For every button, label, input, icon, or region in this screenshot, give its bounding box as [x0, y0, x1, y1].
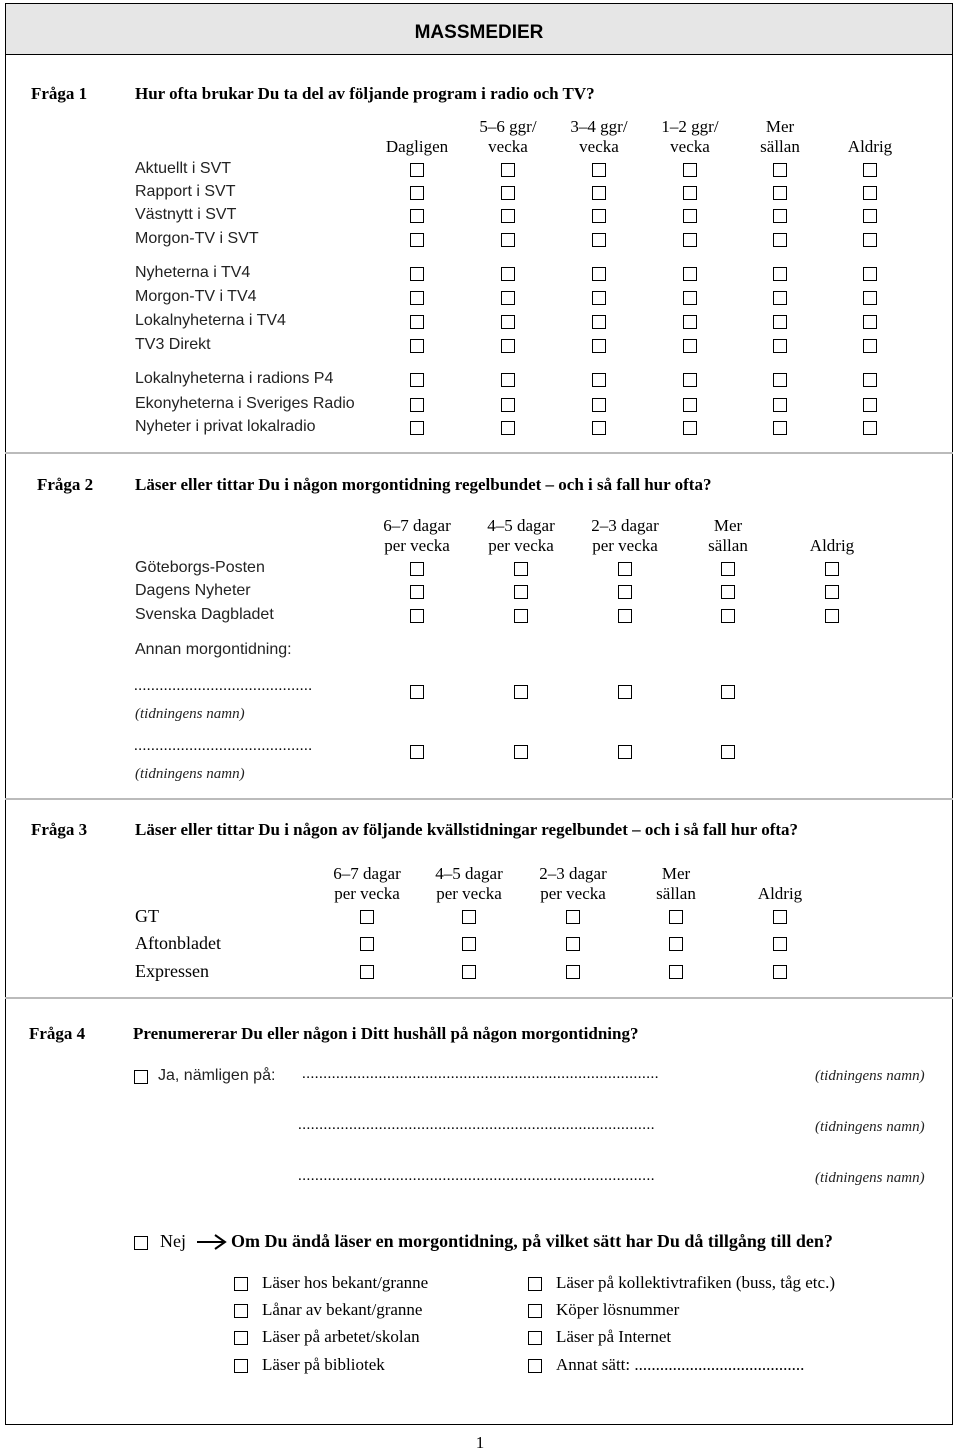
frequency-checkbox[interactable] — [863, 315, 877, 329]
option-checkbox[interactable] — [528, 1304, 542, 1318]
frequency-checkbox[interactable] — [683, 339, 697, 353]
frequency-checkbox[interactable] — [410, 163, 424, 177]
frequency-checkbox[interactable] — [501, 267, 515, 281]
q2-text: Läser eller tittar Du i någon morgontidning regelbundet – och i så fall hur ofta? — [135, 475, 712, 494]
frequency-checkbox[interactable] — [773, 267, 787, 281]
frequency-checkbox[interactable] — [773, 186, 787, 200]
frequency-checkbox[interactable] — [592, 233, 606, 247]
option-label: Läser på kollektivtrafiken (buss, tåg etc.) — [556, 1273, 835, 1292]
frequency-checkbox[interactable] — [501, 233, 515, 247]
frequency-checkbox[interactable] — [501, 291, 515, 305]
frequency-checkbox[interactable] — [669, 965, 683, 979]
frequency-checkbox[interactable] — [410, 562, 424, 576]
frequency-checkbox[interactable] — [410, 315, 424, 329]
frequency-checkbox[interactable] — [566, 910, 580, 924]
frequency-checkbox[interactable] — [773, 163, 787, 177]
q1-number: Fråga 1 — [31, 84, 88, 103]
frequency-checkbox[interactable] — [501, 209, 515, 223]
frequency-checkbox[interactable] — [773, 315, 787, 329]
row-label: TV3 Direkt — [135, 336, 211, 353]
column-header-line2: per vecka — [436, 884, 502, 903]
option-label: Läser på Internet — [556, 1327, 672, 1346]
option-checkbox[interactable] — [234, 1359, 248, 1373]
option-label: Läser på arbetet/skolan — [262, 1327, 420, 1346]
option-checkbox[interactable] — [234, 1304, 248, 1318]
option-label: Läser hos bekant/granne — [262, 1273, 429, 1292]
q1-text: Hur ofta brukar Du ta del av följande program i radio och TV? — [135, 84, 595, 103]
frequency-checkbox[interactable] — [863, 291, 877, 305]
column-header-line1: 5–6 ggr/ — [479, 117, 537, 136]
frequency-checkbox[interactable] — [669, 910, 683, 924]
frequency-checkbox[interactable] — [410, 209, 424, 223]
row-label: Västnytt i SVT — [135, 206, 237, 223]
frequency-checkbox[interactable] — [683, 186, 697, 200]
column-header — [570, 516, 680, 556]
frequency-checkbox[interactable] — [592, 421, 606, 435]
frequency-checkbox[interactable] — [410, 267, 424, 281]
row-label: Göteborgs-Posten — [135, 559, 265, 576]
column-header — [466, 516, 576, 556]
q2-number: Fråga 2 — [37, 475, 94, 494]
newspaper-name-field[interactable]: .......................................... — [134, 738, 313, 754]
frequency-checkbox[interactable] — [773, 291, 787, 305]
column-header-line1: Mer — [765, 117, 795, 136]
yes-label: Ja, nämligen på: — [158, 1067, 276, 1084]
row-label: Morgon-TV i SVT — [135, 230, 259, 247]
other-label: Annan morgontidning: — [135, 641, 292, 658]
frequency-checkbox[interactable] — [410, 745, 424, 759]
frequency-checkbox[interactable] — [592, 315, 606, 329]
column-header-line2: sällan — [760, 137, 800, 156]
column-header-line1: 2–3 dagar — [539, 864, 607, 883]
frequency-checkbox[interactable] — [773, 965, 787, 979]
column-header-line2: Aldrig — [809, 536, 855, 555]
column-header-line2: Aldrig — [757, 884, 803, 903]
frequency-checkbox[interactable] — [863, 186, 877, 200]
frequency-checkbox[interactable] — [592, 267, 606, 281]
frequency-checkbox[interactable] — [514, 745, 528, 759]
frequency-checkbox[interactable] — [683, 233, 697, 247]
column-header-line2: sällan — [708, 536, 748, 555]
frequency-checkbox[interactable] — [683, 398, 697, 412]
q3-text: Läser eller tittar Du i någon av följande kvällstidningar regelbundet – och i så fall hur ofta? — [135, 820, 799, 839]
column-header-line1: 6–7 dagar — [383, 516, 451, 535]
frequency-checkbox[interactable] — [721, 745, 735, 759]
q3-number: Fråga 3 — [31, 820, 88, 839]
frequency-checkbox[interactable] — [683, 421, 697, 435]
newspaper-name-field[interactable]: .................................................................................... — [298, 1117, 655, 1133]
row-label: Morgon-TV i TV4 — [135, 288, 257, 305]
frequency-checkbox[interactable] — [773, 937, 787, 951]
frequency-checkbox[interactable] — [501, 421, 515, 435]
column-header-line1: 4–5 dagar — [435, 864, 503, 883]
no-label: Nej — [160, 1231, 186, 1251]
frequency-checkbox[interactable] — [618, 562, 632, 576]
frequency-checkbox[interactable] — [721, 562, 735, 576]
column-header-line2: sällan — [656, 884, 696, 903]
frequency-checkbox[interactable] — [360, 910, 374, 924]
frequency-checkbox[interactable] — [773, 233, 787, 247]
column-header-line2: Dagligen — [385, 137, 449, 156]
frequency-checkbox[interactable] — [773, 373, 787, 387]
frequency-checkbox[interactable] — [566, 965, 580, 979]
row-label: Aktuellt i SVT — [135, 160, 232, 177]
frequency-checkbox[interactable] — [410, 421, 424, 435]
column-header — [815, 117, 925, 157]
row-label: Dagens Nyheter — [135, 582, 251, 599]
option-label: Läser på bibliotek — [262, 1355, 385, 1374]
column-header-line2: vecka — [579, 137, 619, 156]
frequency-checkbox[interactable] — [501, 315, 515, 329]
frequency-checkbox[interactable] — [592, 163, 606, 177]
column-header-line2: per vecka — [334, 884, 400, 903]
frequency-checkbox[interactable] — [410, 609, 424, 623]
yes-checkbox[interactable] — [134, 1070, 148, 1084]
column-header-line2: vecka — [488, 137, 528, 156]
frequency-checkbox[interactable] — [501, 163, 515, 177]
column-header — [777, 516, 887, 556]
frequency-checkbox[interactable] — [721, 609, 735, 623]
frequency-checkbox[interactable] — [863, 163, 877, 177]
divider — [5, 452, 953, 454]
column-header — [725, 864, 835, 904]
frequency-checkbox[interactable] — [773, 339, 787, 353]
column-header-line1: 1–2 ggr/ — [661, 117, 719, 136]
newspaper-name-field[interactable]: .................................................................................... — [302, 1066, 659, 1082]
frequency-checkbox[interactable] — [410, 398, 424, 412]
frequency-checkbox[interactable] — [501, 339, 515, 353]
frequency-checkbox[interactable] — [721, 685, 735, 699]
column-header-line2: vecka — [670, 137, 710, 156]
row-label: Aftonbladet — [135, 933, 221, 953]
column-header-line1 — [725, 864, 835, 884]
frequency-checkbox[interactable] — [863, 339, 877, 353]
frequency-checkbox[interactable] — [410, 373, 424, 387]
column-header — [414, 864, 524, 904]
column-header — [312, 864, 422, 904]
frequency-checkbox[interactable] — [592, 291, 606, 305]
page-number: 1 — [475, 1433, 485, 1452]
column-header-line1: 3–4 ggr/ — [570, 117, 628, 136]
frequency-checkbox[interactable] — [825, 562, 839, 576]
column-header — [362, 516, 472, 556]
frequency-checkbox[interactable] — [863, 267, 877, 281]
frequency-checkbox[interactable] — [592, 339, 606, 353]
q4-number: Fråga 4 — [29, 1024, 86, 1043]
frequency-checkbox[interactable] — [462, 965, 476, 979]
frequency-checkbox[interactable] — [773, 398, 787, 412]
frequency-checkbox[interactable] — [825, 609, 839, 623]
frequency-checkbox[interactable] — [863, 233, 877, 247]
name-hint: (tidningens namn) — [815, 1119, 925, 1135]
no-checkbox[interactable] — [134, 1236, 148, 1250]
column-header-line2: Aldrig — [847, 137, 893, 156]
option-checkbox[interactable] — [528, 1277, 542, 1291]
row-label: Lokalnyheterna i TV4 — [135, 312, 286, 329]
frequency-checkbox[interactable] — [618, 585, 632, 599]
column-header-line1: 2–3 dagar — [591, 516, 659, 535]
divider — [5, 798, 953, 800]
frequency-checkbox[interactable] — [683, 291, 697, 305]
followup-question: Om Du ändå läser en morgontidning, på vilket sätt har Du då tillgång till den? — [231, 1231, 833, 1251]
frequency-checkbox[interactable] — [410, 186, 424, 200]
frequency-checkbox[interactable] — [773, 910, 787, 924]
frequency-checkbox[interactable] — [683, 209, 697, 223]
frequency-checkbox[interactable] — [863, 373, 877, 387]
name-hint: (tidningens namn) — [815, 1170, 925, 1186]
option-checkbox[interactable] — [528, 1359, 542, 1373]
row-label: Svenska Dagbladet — [135, 606, 274, 623]
frequency-checkbox[interactable] — [462, 910, 476, 924]
option-checkbox[interactable] — [528, 1331, 542, 1345]
arrow-right-icon — [196, 1234, 228, 1255]
row-label: Rapport i SVT — [135, 183, 236, 200]
frequency-checkbox[interactable] — [592, 398, 606, 412]
option-checkbox[interactable] — [234, 1277, 248, 1291]
frequency-checkbox[interactable] — [683, 373, 697, 387]
newspaper-name-field[interactable]: .................................................................................... — [298, 1168, 655, 1184]
row-label: Nyheter i privat lokalradio — [135, 418, 316, 435]
frequency-checkbox[interactable] — [501, 398, 515, 412]
q4-text: Prenumererar Du eller någon i Ditt hushåll på någon morgontidning? — [133, 1024, 639, 1043]
column-header — [518, 864, 628, 904]
frequency-checkbox[interactable] — [863, 421, 877, 435]
frequency-checkbox[interactable] — [360, 937, 374, 951]
column-header-line1 — [815, 117, 925, 137]
frequency-checkbox[interactable] — [514, 562, 528, 576]
frequency-checkbox[interactable] — [514, 609, 528, 623]
divider — [5, 997, 953, 999]
frequency-checkbox[interactable] — [683, 267, 697, 281]
option-checkbox[interactable] — [234, 1331, 248, 1345]
row-label: Nyheterna i TV4 — [135, 264, 251, 281]
column-header — [621, 864, 731, 904]
frequency-checkbox[interactable] — [501, 373, 515, 387]
row-label: GT — [135, 906, 159, 926]
frequency-checkbox[interactable] — [410, 585, 424, 599]
frequency-checkbox[interactable] — [410, 339, 424, 353]
column-header-line2: per vecka — [488, 536, 554, 555]
name-hint: (tidningens namn) — [135, 706, 245, 722]
frequency-checkbox[interactable] — [592, 186, 606, 200]
column-header-line1: Mer — [661, 864, 691, 883]
frequency-checkbox[interactable] — [773, 421, 787, 435]
row-label: Expressen — [135, 961, 209, 981]
frequency-checkbox[interactable] — [566, 937, 580, 951]
frequency-checkbox[interactable] — [683, 163, 697, 177]
frequency-checkbox[interactable] — [618, 685, 632, 699]
name-hint: (tidningens namn) — [135, 766, 245, 782]
frequency-checkbox[interactable] — [592, 209, 606, 223]
option-label: Lånar av bekant/granne — [262, 1300, 423, 1319]
column-header-line1: Mer — [713, 516, 743, 535]
frequency-checkbox[interactable] — [514, 685, 528, 699]
frequency-checkbox[interactable] — [721, 585, 735, 599]
row-label: Ekonyheterna i Sveriges Radio — [135, 395, 355, 412]
frequency-checkbox[interactable] — [410, 233, 424, 247]
column-header-line1: 4–5 dagar — [487, 516, 555, 535]
frequency-checkbox[interactable] — [618, 609, 632, 623]
name-hint: (tidningens namn) — [815, 1068, 925, 1084]
frequency-checkbox[interactable] — [592, 373, 606, 387]
frequency-checkbox[interactable] — [410, 685, 424, 699]
column-header-line2: per vecka — [384, 536, 450, 555]
frequency-checkbox[interactable] — [618, 745, 632, 759]
frequency-checkbox[interactable] — [669, 937, 683, 951]
frequency-checkbox[interactable] — [773, 209, 787, 223]
header-bar — [5, 3, 953, 55]
frequency-checkbox[interactable] — [360, 965, 374, 979]
column-header-line2: per vecka — [592, 536, 658, 555]
frequency-checkbox[interactable] — [863, 209, 877, 223]
newspaper-name-field[interactable]: .......................................... — [134, 678, 313, 694]
row-label: Lokalnyheterna i radions P4 — [135, 370, 334, 387]
column-header-line1 — [777, 516, 887, 536]
frequency-checkbox[interactable] — [683, 315, 697, 329]
frequency-checkbox[interactable] — [825, 585, 839, 599]
option-label: Annat sätt: ........................................ — [556, 1355, 805, 1374]
frequency-checkbox[interactable] — [863, 398, 877, 412]
frequency-checkbox[interactable] — [501, 186, 515, 200]
column-header-line2: per vecka — [540, 884, 606, 903]
column-header — [673, 516, 783, 556]
column-header-line1: 6–7 dagar — [333, 864, 401, 883]
frequency-checkbox[interactable] — [514, 585, 528, 599]
frequency-checkbox[interactable] — [410, 291, 424, 305]
frequency-checkbox[interactable] — [462, 937, 476, 951]
option-label: Köper lösnummer — [556, 1300, 680, 1319]
page-title: MASSMEDIER — [414, 22, 544, 43]
